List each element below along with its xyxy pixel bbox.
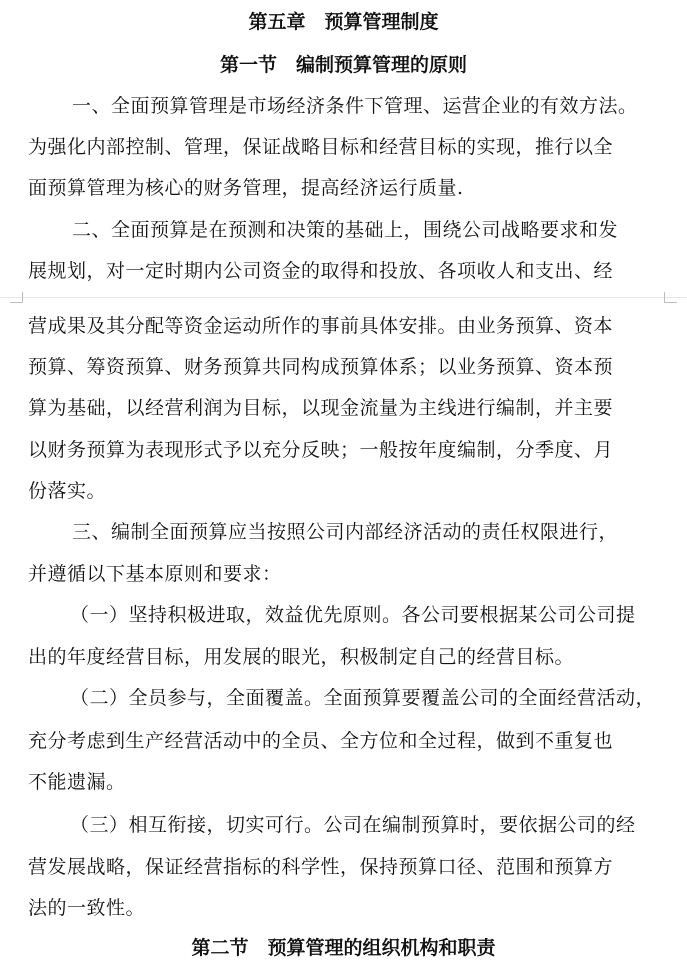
chapter-title: 第五章 预算管理制度 (248, 11, 439, 33)
page-corner-mark (664, 292, 677, 303)
paragraph-line: 三、编制全面预算应当按照公司内部经济活动的责任权限进行， (72, 521, 619, 543)
paragraph-line: 二、全面预算是在预测和决策的基础上，围绕公司战略要求和发 (72, 219, 619, 241)
paragraph-line: 算为基础，以经营利润为目标，以现金流量为主线进行编制，并主要 (28, 397, 614, 419)
paragraph-line: （一）坚持积极进取，效益优先原则。各公司要根据某公司公司提 (70, 604, 636, 626)
paragraph-line: （三）相互衔接，切实可行。公司在编制预算时，要依据公司的经 (70, 814, 636, 836)
section-title: 第一节 编制预算管理的原则 (219, 54, 467, 76)
page-corner-mark (10, 292, 23, 303)
paragraph-line: 并遵循以下基本原则和要求： (28, 563, 282, 585)
paragraph-line: 法的一致性。 (28, 897, 146, 919)
paragraph-line: 预算、筹资预算、财务预算共同构成预算体系；以业务预算、资本预 (28, 356, 614, 378)
page-break-divider (0, 297, 687, 299)
paragraph-line: 营成果及其分配等资金运动所作的事前具体安排。由业务预算、资本 (28, 315, 614, 337)
paragraph-line: 一、全面预算管理是市场经济条件下管理、运营企业的有效方法。 (72, 95, 638, 117)
paragraph-line: 营发展战略，保证经营指标的科学性，保持预算口径、范围和预算方 (28, 856, 614, 878)
paragraph-line: 以财务预算为表现形式予以充分反映；一般按年度编制，分季度、月 (28, 439, 614, 461)
paragraph-line: 出的年度经营目标，用发展的眼光，积极制定自己的经营目标。 (28, 646, 575, 668)
paragraph-line: （二）全员参与，全面覆盖。全面预算要覆盖公司的全面经营活动， (70, 687, 656, 709)
paragraph-line: 份落实。 (28, 480, 107, 502)
paragraph-line: 面预算管理为核心的财务管理，提高经济运行质量. (28, 177, 464, 199)
paragraph-line: 展规划，对一定时期内公司资金的取得和投放、各项收人和支出、经 (28, 260, 614, 282)
section-title: 第二节 预算管理的组织机构和职责 (191, 937, 496, 959)
paragraph-line: 为强化内部控制、管理，保证战略目标和经营目标的实现，推行以全 (28, 136, 614, 158)
paragraph-line: 充分考虑到生产经营活动中的全员、全方位和全过程，做到不重复也 (28, 730, 614, 752)
paragraph-line: 不能遗漏。 (28, 771, 126, 793)
